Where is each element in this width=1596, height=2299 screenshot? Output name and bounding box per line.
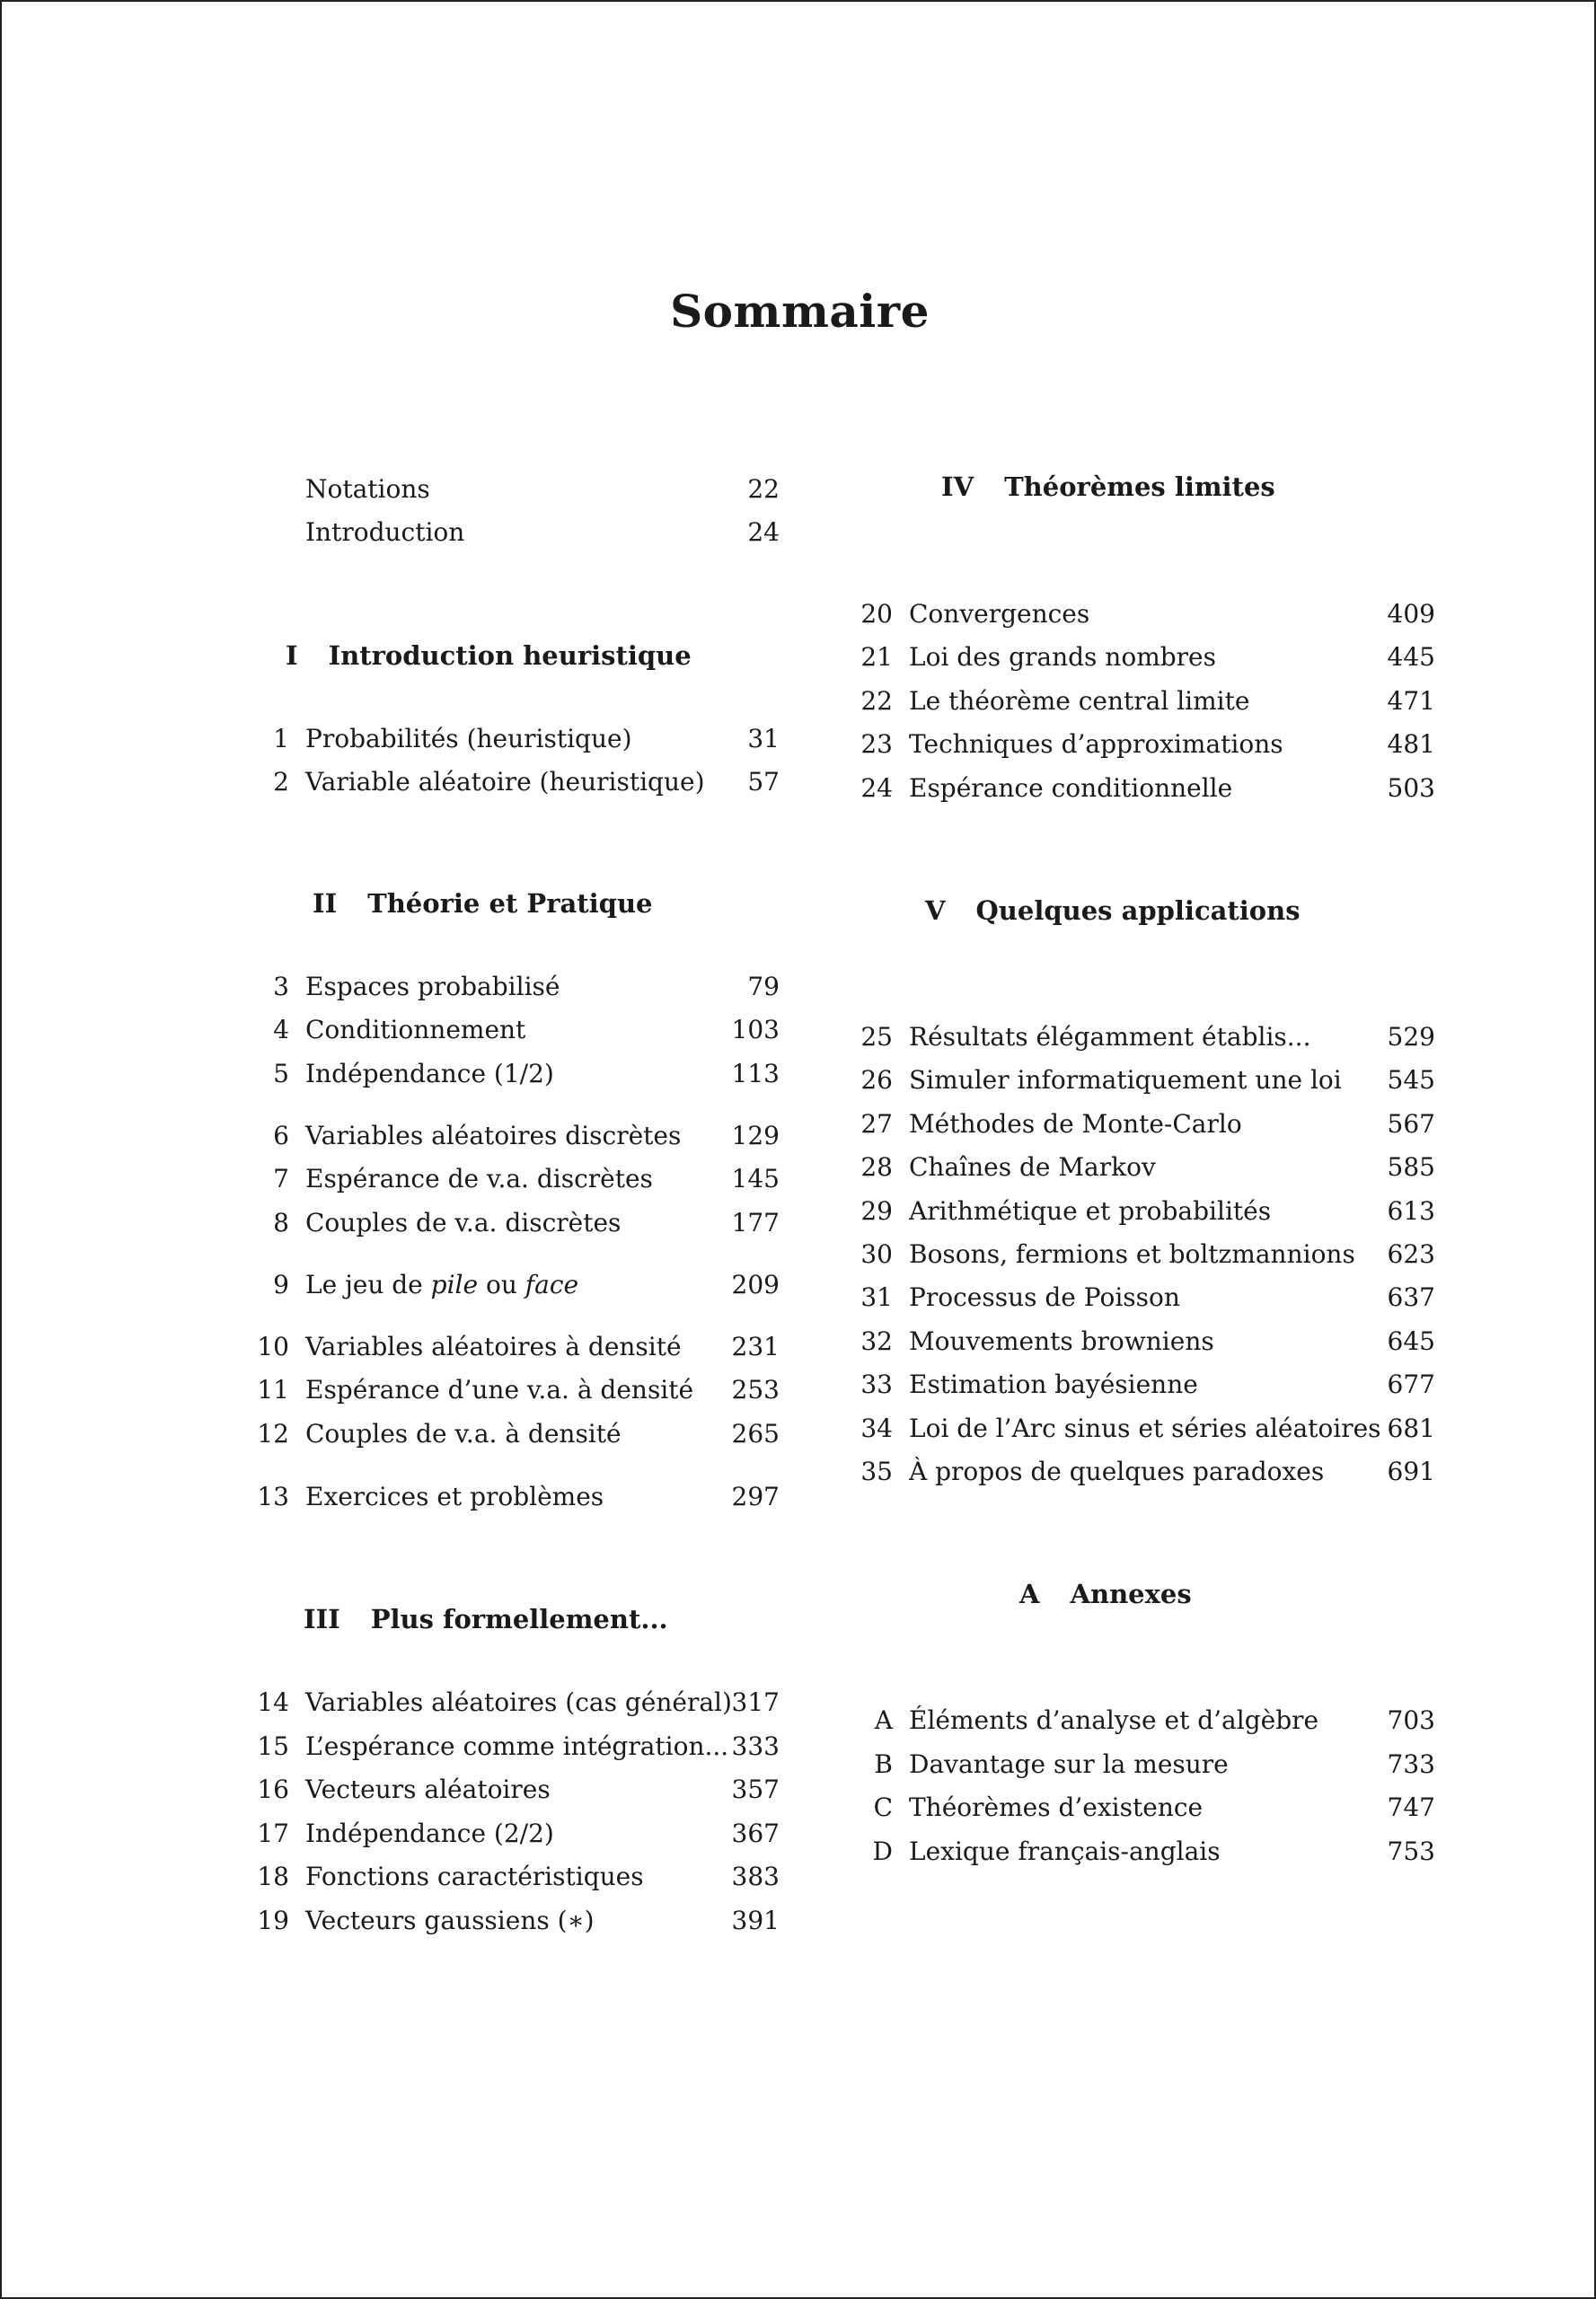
entry-number: 1 <box>273 724 289 753</box>
part-title: Introduction heuristique <box>328 640 692 671</box>
entry-label: Variable aléatoire (heuristique) <box>305 767 705 797</box>
entry-label: Chaînes de Markov <box>909 1152 1156 1182</box>
entry-page: 703 <box>1387 1705 1435 1735</box>
part-number: I <box>286 640 298 671</box>
entry-label: Conditionnement <box>305 1015 526 1044</box>
toc-entry[interactable] <box>846 1019 1435 1055</box>
entry-label: Bosons, fermions et boltzmannions <box>909 1239 1355 1269</box>
entry-label: Variables aléatoires à densité <box>305 1332 682 1361</box>
entry-page: 383 <box>731 1862 780 1891</box>
toc-entry[interactable] <box>242 1479 780 1515</box>
toc-entry[interactable] <box>846 1194 1435 1229</box>
entry-page: 545 <box>1387 1065 1435 1095</box>
entry-label: Processus de Poisson <box>909 1282 1180 1312</box>
entry-label: Espérance d’une v.a. à densité <box>305 1375 694 1405</box>
toc-entry[interactable] <box>846 771 1435 806</box>
entry-label: Vecteurs aléatoires <box>305 1775 551 1804</box>
toc-entry[interactable] <box>846 1834 1435 1870</box>
entry-label: Fonctions caractéristiques <box>305 1862 644 1891</box>
entry-page: 645 <box>1387 1326 1435 1356</box>
entry-page: 623 <box>1387 1239 1435 1269</box>
part-heading-v <box>925 895 1301 926</box>
entry-number: 8 <box>273 1208 289 1238</box>
entry-label: Théorèmes d’existence <box>909 1793 1204 1822</box>
entry-page: 681 <box>1387 1414 1435 1443</box>
entry-page: 409 <box>1387 599 1435 629</box>
entry-number: 25 <box>860 1022 893 1052</box>
entry-number: 16 <box>257 1775 289 1804</box>
entry-page: 103 <box>731 1015 780 1044</box>
entry-page: 445 <box>1387 642 1435 672</box>
toc-entry[interactable] <box>242 721 780 757</box>
entry-label: Variables aléatoires (cas général) <box>305 1687 732 1717</box>
entry-label: Lexique français-anglais <box>909 1837 1221 1866</box>
entry-number: 2 <box>273 767 289 797</box>
entry-page: 471 <box>1387 686 1435 716</box>
entry-number: 22 <box>860 686 893 716</box>
entry-page: 367 <box>731 1819 780 1848</box>
entry-number: 7 <box>273 1164 289 1194</box>
toc-entry[interactable] <box>846 639 1435 675</box>
part-number: A <box>1019 1579 1040 1609</box>
part-title: Théorèmes limites <box>1004 471 1275 502</box>
entry-number: 14 <box>257 1687 289 1717</box>
entry-page: 253 <box>731 1375 780 1405</box>
toc-entry[interactable] <box>846 683 1435 719</box>
entry-number: 17 <box>257 1819 289 1848</box>
entry-number: 24 <box>860 773 893 803</box>
entry-label: Davantage sur la mesure <box>909 1749 1229 1779</box>
entry-page: 79 <box>747 972 780 1001</box>
entry-label: Espaces probabilisé <box>305 972 560 1001</box>
entry-number: 29 <box>860 1196 893 1226</box>
entry-label: Éléments d’analyse et d’algèbre <box>909 1705 1319 1735</box>
entry-label: Espérance de v.a. discrètes <box>305 1164 653 1194</box>
toc-entry[interactable] <box>846 1703 1435 1739</box>
toc-entry[interactable] <box>242 1416 780 1452</box>
entry-number: 32 <box>860 1326 893 1356</box>
toc-entry[interactable] <box>242 764 780 800</box>
part-number: V <box>925 895 946 926</box>
entry-page: 481 <box>1387 729 1435 759</box>
entry-page: 209 <box>731 1270 780 1299</box>
toc-entry[interactable] <box>242 1816 780 1852</box>
entry-label: Exercices et problèmes <box>305 1482 604 1511</box>
toc-entry[interactable] <box>242 1903 780 1939</box>
entry-page: 231 <box>731 1332 780 1361</box>
label-text: Le jeu de <box>305 1270 431 1299</box>
entry-label: Estimation bayésienne <box>909 1370 1198 1399</box>
part-number: III <box>304 1604 340 1634</box>
part-title: Théorie et Pratique <box>367 888 653 919</box>
entry-page: 391 <box>731 1906 780 1935</box>
entry-page: 57 <box>747 767 780 797</box>
entry-number: 21 <box>860 642 893 672</box>
entry-page: 613 <box>1387 1196 1435 1226</box>
entry-number: 33 <box>860 1370 893 1399</box>
entry-label: Couples de v.a. discrètes <box>305 1208 622 1238</box>
entry-page: 265 <box>731 1419 780 1449</box>
toc-entry[interactable] <box>846 1747 1435 1783</box>
entry-page: 145 <box>731 1164 780 1194</box>
part-heading-i <box>286 640 692 671</box>
entry-number: 35 <box>860 1457 893 1486</box>
part-heading-iii <box>304 1604 668 1634</box>
toc-entry[interactable] <box>242 1329 780 1365</box>
toc-entry[interactable] <box>846 1150 1435 1185</box>
part-number: IV <box>941 471 974 502</box>
entry-page: 567 <box>1387 1109 1435 1139</box>
entry-page: 22 <box>747 474 780 504</box>
entry-page: 177 <box>731 1208 780 1238</box>
part-heading-ii <box>313 888 652 919</box>
entry-number: 34 <box>860 1414 893 1443</box>
entry-page: 503 <box>1387 773 1435 803</box>
toc-entry[interactable] <box>242 969 780 1005</box>
toc-entry-notations[interactable] <box>242 471 780 507</box>
label-text: ou <box>478 1270 525 1299</box>
part-heading-iv <box>941 471 1275 502</box>
entry-label: L’espérance comme intégration... <box>305 1731 729 1761</box>
entry-page: 113 <box>731 1059 780 1088</box>
entry-page: 637 <box>1387 1282 1435 1312</box>
entry-number: 5 <box>273 1059 289 1088</box>
entry-page: 529 <box>1387 1022 1435 1052</box>
entry-page: 297 <box>731 1482 780 1511</box>
entry-label: Variables aléatoires discrètes <box>305 1121 682 1150</box>
entry-number: C <box>873 1793 893 1822</box>
toc-entry[interactable] <box>242 1772 780 1808</box>
part-title: Plus formellement... <box>370 1604 668 1634</box>
toc-entry[interactable] <box>846 727 1435 762</box>
entry-number: 13 <box>257 1482 289 1511</box>
entry-number: B <box>874 1749 893 1779</box>
entry-number: 15 <box>257 1731 289 1761</box>
toc-entry[interactable] <box>242 1372 780 1408</box>
toc-entry[interactable] <box>242 1859 780 1895</box>
page-title: Sommaire <box>670 285 930 338</box>
entry-label: Loi de l’Arc sinus et séries aléatoires <box>909 1414 1381 1443</box>
label-italic: face <box>525 1270 579 1299</box>
entry-page: 357 <box>731 1775 780 1804</box>
toc-entry[interactable] <box>846 1454 1435 1490</box>
toc-entry[interactable] <box>242 1012 780 1048</box>
toc-entry[interactable] <box>846 1237 1435 1273</box>
toc-entry[interactable] <box>242 1056 780 1092</box>
toc-entry[interactable] <box>242 1161 780 1197</box>
toc-entry[interactable] <box>846 596 1435 632</box>
part-heading-annexes <box>1019 1579 1192 1609</box>
entry-number: 20 <box>860 599 893 629</box>
entry-page: 677 <box>1387 1370 1435 1399</box>
entry-page: 31 <box>747 724 780 753</box>
label-italic: pile <box>430 1270 479 1299</box>
entry-label: Résultats élégamment établis... <box>909 1022 1311 1052</box>
entry-label: Mouvements browniens <box>909 1326 1214 1356</box>
toc-entry[interactable] <box>846 1790 1435 1826</box>
toc-entry[interactable] <box>846 1367 1435 1403</box>
toc-entry[interactable] <box>846 1062 1435 1098</box>
entry-label: Convergences <box>909 599 1090 629</box>
entry-number: A <box>874 1705 893 1735</box>
part-title: Annexes <box>1070 1579 1192 1609</box>
entry-label: Méthodes de Monte-Carlo <box>909 1109 1242 1139</box>
entry-number: 12 <box>257 1419 289 1449</box>
entry-number: 6 <box>273 1121 289 1150</box>
entry-number: 30 <box>860 1239 893 1269</box>
entry-number: 27 <box>860 1109 893 1139</box>
entry-label: Espérance conditionnelle <box>909 773 1233 803</box>
toc-entry[interactable] <box>242 1267 780 1303</box>
entry-number: 11 <box>257 1375 289 1405</box>
entry-number: 18 <box>257 1862 289 1891</box>
toc-entry[interactable] <box>846 1411 1435 1447</box>
entry-number: 4 <box>273 1015 289 1044</box>
entry-page: 317 <box>731 1687 780 1717</box>
toc-entry[interactable] <box>242 1205 780 1241</box>
entry-page: 733 <box>1387 1749 1435 1779</box>
part-title: Quelques applications <box>975 895 1301 926</box>
entry-number: 10 <box>257 1332 289 1361</box>
entry-label: Couples de v.a. à densité <box>305 1419 622 1449</box>
toc-entry[interactable] <box>846 1324 1435 1360</box>
toc-entry[interactable] <box>242 1729 780 1765</box>
entry-page: 24 <box>747 517 780 547</box>
entry-label: Arithmétique et probabilités <box>909 1196 1272 1226</box>
entry-label: Introduction <box>305 517 465 547</box>
entry-label <box>305 1267 578 1303</box>
entry-page: 747 <box>1387 1793 1435 1822</box>
entry-label: Techniques d’approximations <box>909 729 1283 759</box>
entry-number: 9 <box>273 1270 289 1299</box>
entry-label: À propos de quelques paradoxes <box>909 1457 1325 1486</box>
toc-entry-introduction[interactable] <box>242 515 780 551</box>
entry-label: Indépendance (2/2) <box>305 1819 554 1848</box>
entry-label: Loi des grands nombres <box>909 642 1216 672</box>
entry-label: Simuler informatiquement une loi <box>909 1065 1342 1095</box>
part-number: II <box>313 888 338 919</box>
entry-number: D <box>872 1837 893 1866</box>
entry-number: 26 <box>860 1065 893 1095</box>
entry-number: 31 <box>860 1282 893 1312</box>
entry-number: 3 <box>273 972 289 1001</box>
entry-number: 19 <box>257 1906 289 1935</box>
entry-number: 28 <box>860 1152 893 1182</box>
entry-page: 691 <box>1387 1457 1435 1486</box>
toc-entry[interactable] <box>242 1685 780 1721</box>
entry-label: Notations <box>305 474 430 504</box>
entry-page: 585 <box>1387 1152 1435 1182</box>
entry-page: 333 <box>731 1731 780 1761</box>
toc-entry[interactable] <box>846 1280 1435 1316</box>
entry-page: 753 <box>1387 1837 1435 1866</box>
entry-label: Indépendance (1/2) <box>305 1059 554 1088</box>
entry-label: Le théorème central limite <box>909 686 1250 716</box>
entry-page: 129 <box>731 1121 780 1150</box>
entry-number: 23 <box>860 729 893 759</box>
toc-entry[interactable] <box>242 1118 780 1154</box>
toc-entry[interactable] <box>846 1106 1435 1142</box>
entry-label: Probabilités (heuristique) <box>305 724 632 753</box>
entry-label: Vecteurs gaussiens (∗) <box>305 1906 595 1935</box>
